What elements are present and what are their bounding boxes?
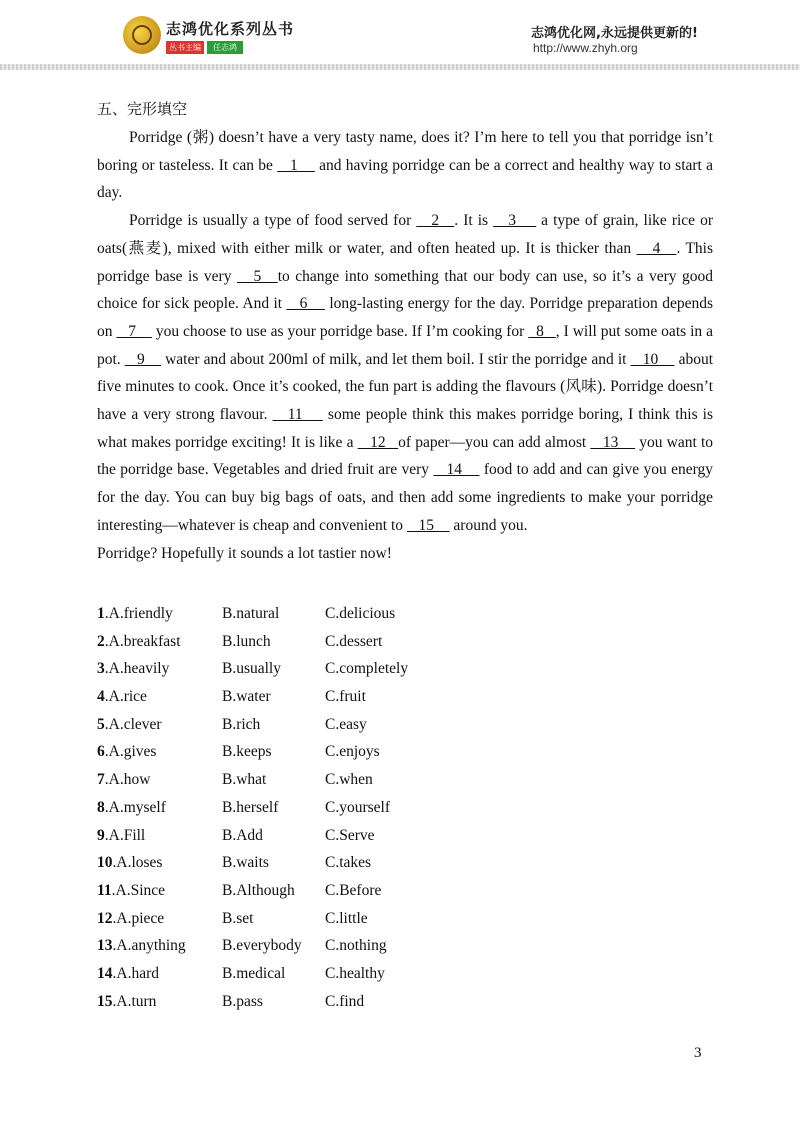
blank-3: 3 xyxy=(493,212,537,230)
passage-text: , I will put some oats in a pot. xyxy=(97,322,713,368)
passage-paragraph-1 xyxy=(97,124,713,207)
blank-6: 6 xyxy=(286,295,325,313)
option-a xyxy=(97,600,173,628)
option-c: C.enjoys xyxy=(325,743,380,761)
question-number: 1 xyxy=(97,605,105,622)
passage-text: to change into something that our body can use, so it’s a very good choice for sick people. And it xyxy=(97,267,714,313)
blank-15: 15 xyxy=(406,516,450,534)
passage-text: of paper—you can add almost xyxy=(398,433,591,451)
passage-text: you want to the porridge base. Vegetables and dried fruit are very xyxy=(97,433,713,479)
brand-logo-icon xyxy=(123,16,161,54)
option-c: C.delicious xyxy=(325,605,396,622)
option-a-text: .A.Fill xyxy=(104,826,146,844)
question-number: 11 xyxy=(97,881,112,899)
blank-1: 1 xyxy=(277,156,315,174)
passage-paragraph-3: Porridge? Hopefully it sounds a lot tastier now! xyxy=(97,544,392,562)
option-a xyxy=(97,766,150,794)
question-row xyxy=(97,960,497,988)
brand-title: 志鸿优化系列丛书 xyxy=(166,20,295,38)
option-c: C.find xyxy=(325,992,365,1010)
question-number: 9 xyxy=(97,826,105,844)
question-number: 7 xyxy=(97,771,105,789)
question-row xyxy=(97,738,497,766)
option-a xyxy=(97,683,147,711)
option-a-text: .A.heavily xyxy=(104,660,170,678)
question-number: 3 xyxy=(97,660,105,678)
passage-text: around you. xyxy=(449,516,528,534)
blank-10: 10 xyxy=(630,350,675,368)
question-row xyxy=(97,711,497,739)
option-b: B.pass xyxy=(222,992,263,1010)
passage-text: you choose to use as your porridge base. If I’m cooking for xyxy=(151,322,529,340)
option-b: B.keeps xyxy=(222,743,272,761)
passage-text: some people think this makes porridge boring, I think this is what makes porridge exciting! It is like a xyxy=(97,406,714,451)
option-c: C.completely xyxy=(325,660,409,678)
option-a xyxy=(97,849,162,877)
option-a-text: .A.myself xyxy=(104,798,166,816)
option-a xyxy=(97,738,156,766)
option-b: B.lunch xyxy=(222,632,271,650)
question-row xyxy=(97,766,497,794)
blank-7: 7 xyxy=(116,322,152,340)
passage-text: and having porridge can be a correct and healthy way to start a day. xyxy=(97,156,714,202)
option-a-text: .A.clever xyxy=(104,715,162,733)
passage-text: . This porridge base is very xyxy=(97,239,713,285)
option-a-text: .A.rice xyxy=(104,688,147,706)
option-a xyxy=(97,794,166,822)
passage-text: a type of grain, like rice or oats(燕麦), mixed with either milk or water, and often heated up. It is thicker than xyxy=(97,212,714,257)
blank-8: 8 xyxy=(528,322,556,340)
question-row xyxy=(97,932,497,960)
question-row xyxy=(97,905,497,933)
option-a-text: .A.hard xyxy=(112,964,159,982)
blank-2: 2 xyxy=(416,212,455,230)
option-a-text: .A.breakfast xyxy=(104,632,181,650)
option-a-text: .A.Since xyxy=(111,881,166,899)
blank-4: 4 xyxy=(636,239,677,257)
page-header xyxy=(0,0,800,70)
question-number: 2 xyxy=(97,632,105,650)
option-a xyxy=(97,988,156,1016)
passage-text: water and about 200ml of milk, and let them boil. I stir the porridge and it xyxy=(161,350,631,368)
passage-text: Porridge is usually a type of food served for xyxy=(129,212,417,230)
header-divider xyxy=(0,64,800,70)
option-b: B.rich xyxy=(222,715,261,733)
option-c: C.healthy xyxy=(325,964,385,982)
question-number: 12 xyxy=(97,909,113,927)
page-number: 3 xyxy=(694,1045,702,1061)
question-row xyxy=(97,794,497,822)
option-b: B.usually xyxy=(222,660,281,678)
question-number: 4 xyxy=(97,688,105,706)
option-a-text: .A.gives xyxy=(104,743,157,761)
passage-text: Porridge (粥) doesn’t have a very tasty name, does it? I’m here to tell you that porridge isn’t boring or tasteless. It can be xyxy=(97,129,713,174)
option-a-text: .A.turn xyxy=(112,992,157,1010)
option-b: B.water xyxy=(222,688,271,706)
section-title: 五、完形填空 xyxy=(97,100,188,118)
blank-12: 12 xyxy=(357,433,399,451)
question-row xyxy=(97,988,497,1016)
question-row xyxy=(97,600,497,628)
option-b: B.medical xyxy=(222,964,286,982)
option-a xyxy=(97,711,162,739)
option-c: C.Serve xyxy=(325,826,375,844)
option-a xyxy=(97,905,164,933)
option-a-text: .A.piece xyxy=(112,909,165,927)
passage-text: about five minutes to cook. Once it’s cooked, the fun part is adding the flavours (风味). Porridge doesn’t have a very strong flavour. xyxy=(97,350,714,424)
option-a xyxy=(97,877,165,905)
question-number: 14 xyxy=(97,964,113,982)
question-row xyxy=(97,849,497,877)
blank-9: 9 xyxy=(124,350,162,368)
question-number: 6 xyxy=(97,743,105,761)
option-c: C.fruit xyxy=(325,688,366,706)
option-b: B.herself xyxy=(222,798,279,816)
question-row xyxy=(97,655,497,683)
option-a xyxy=(97,960,159,988)
blank-5: 5 xyxy=(236,267,278,285)
blank-14: 14 xyxy=(433,461,480,479)
option-a-text: .A.how xyxy=(104,771,151,789)
option-b: B.waits xyxy=(222,854,269,872)
option-a-text: .A.anything xyxy=(112,937,186,955)
option-c: C.Before xyxy=(325,881,382,899)
brand-subtitle xyxy=(166,41,243,54)
option-b: B.natural xyxy=(222,605,280,622)
option-b: B.what xyxy=(222,771,267,789)
option-b: B.everybody xyxy=(222,937,302,955)
question-number: 15 xyxy=(97,992,113,1010)
question-row xyxy=(97,877,497,905)
option-a xyxy=(97,628,181,656)
question-number: 5 xyxy=(97,715,105,733)
question-number: 13 xyxy=(97,937,113,955)
option-c: C.nothing xyxy=(325,937,387,955)
passage-text: food to add and can give you energy for the day. You can buy big bags of oats, and then add some ingredients to make your porridge interesting—whatever is cheap and convenient to xyxy=(97,461,713,534)
header-slogan: 志鸿优化网,永远提供更新的! xyxy=(531,26,698,41)
option-c: C.easy xyxy=(325,715,367,733)
option-c: C.yourself xyxy=(325,798,391,816)
cloze-passage xyxy=(97,124,713,567)
option-a-text: .A.friendly xyxy=(104,605,173,622)
option-c: C.takes xyxy=(325,854,372,872)
option-b: B.Add xyxy=(222,826,263,844)
editor-name: 任志鸿 xyxy=(207,41,243,54)
answer-options xyxy=(97,600,497,1015)
question-number: 10 xyxy=(97,854,113,872)
question-row xyxy=(97,822,497,850)
option-b: B.set xyxy=(222,909,254,927)
passage-text: . It is xyxy=(454,212,494,230)
option-a xyxy=(97,932,186,960)
question-row xyxy=(97,628,497,656)
question-row xyxy=(97,683,497,711)
question-number: 8 xyxy=(97,798,105,816)
blank-11: 11 xyxy=(272,406,323,424)
option-c: C.little xyxy=(325,909,368,927)
header-url: http://www.zhyh.org xyxy=(533,41,638,55)
blank-13: 13 xyxy=(590,433,636,451)
option-b: B.Although xyxy=(222,881,295,899)
editor-label: 丛书主编 xyxy=(166,41,204,54)
option-a-text: .A.loses xyxy=(112,854,163,872)
option-a xyxy=(97,822,145,850)
option-c: C.when xyxy=(325,771,373,789)
option-a xyxy=(97,655,169,683)
option-c: C.dessert xyxy=(325,632,383,650)
passage-text: long-lasting energy for the day. Porridge preparation depends on xyxy=(97,295,713,340)
passage-paragraph-2 xyxy=(97,207,713,539)
